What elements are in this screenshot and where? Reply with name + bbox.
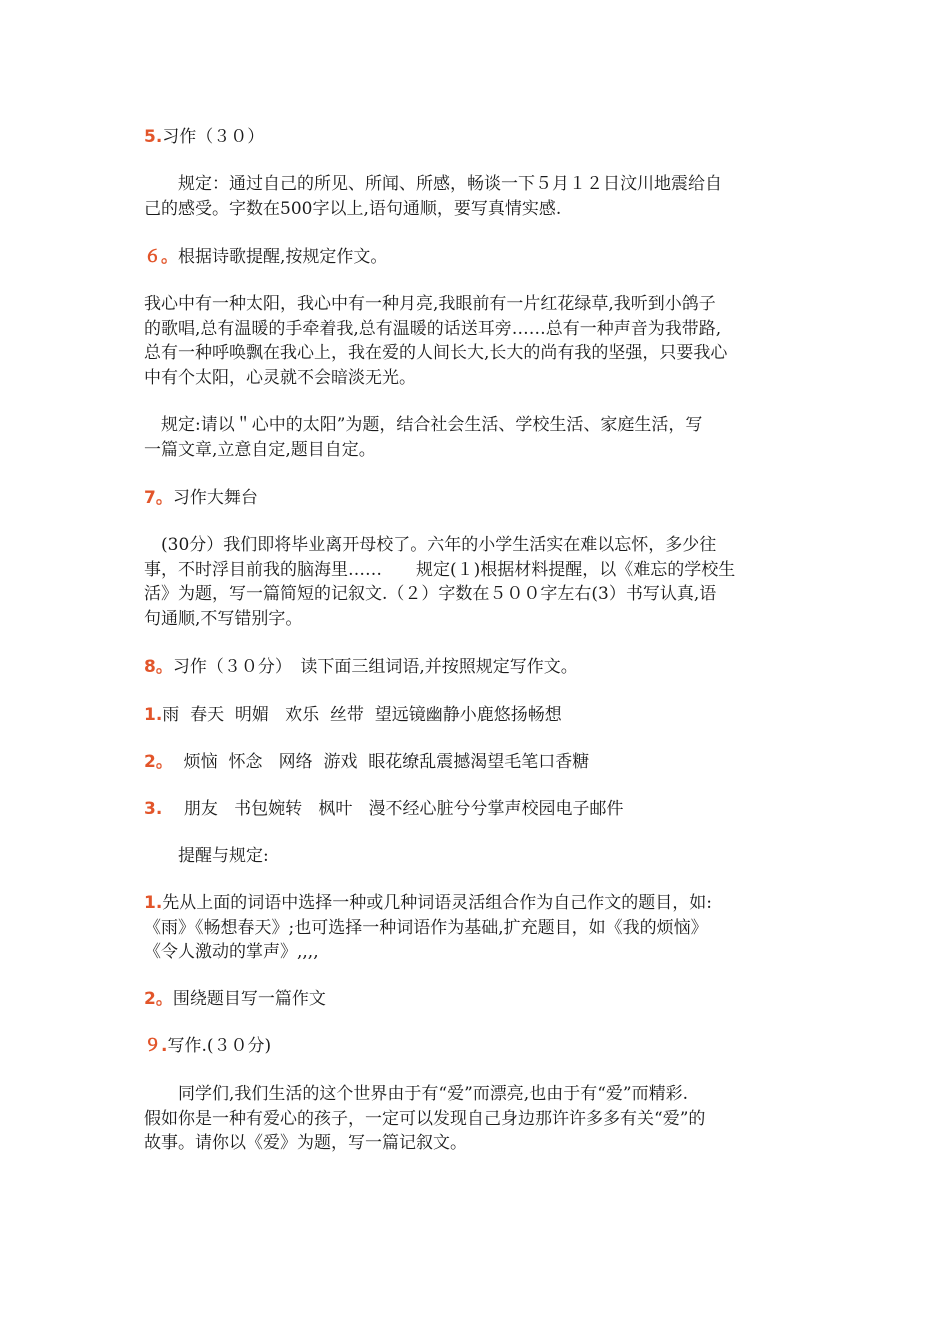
item-number: ６。 <box>144 247 178 267</box>
group-words: 朋友 书包婉转 枫叶 漫不经心脏兮兮掌声校园电子邮件 <box>162 799 624 819</box>
text-line: 活》为题，写一篇简短的记叙文.（２）字数在５００字左右(3）书写认真,语 <box>144 584 717 604</box>
text-line: (30分）我们即将毕业离开母校了。六年的小学生活实在难以忘怀，多少往 <box>144 535 717 555</box>
text-line <box>144 891 812 916</box>
item-5-body <box>144 172 812 221</box>
group-number: 1. <box>144 705 163 725</box>
text-line: 规定:请以＂心中的太阳”为题，结合社会生活、学校生活、家庭生活，写 <box>144 415 703 435</box>
heading-text: 习作大舞台 <box>172 488 258 508</box>
item-number: 8。 <box>144 657 173 677</box>
item-7-heading <box>144 486 812 511</box>
text-line: 总有一种呼唤飘在我心上，我在爱的人间长大,长大的尚有我的坚强，只要我心 <box>144 343 728 363</box>
item-5-heading <box>144 125 812 150</box>
tip-2 <box>144 987 812 1012</box>
tip-1 <box>144 891 812 965</box>
item-7-body <box>144 533 812 631</box>
item-9-body <box>144 1082 812 1156</box>
item-number: 5. <box>144 127 163 147</box>
item-6-rule <box>144 413 812 462</box>
word-group-3 <box>144 797 812 822</box>
text-line: 事，不时浮目前我的脑海里…… 规定(１)根据材料提醒，以《难忘的学校生 <box>144 559 736 580</box>
item-6-poem <box>144 292 812 390</box>
word-group-2 <box>144 750 812 775</box>
word-group-1 <box>144 703 812 728</box>
item-6-heading <box>144 245 812 270</box>
text-line: 中有个太阳，心灵就不会暗淡无光。 <box>144 367 416 388</box>
tip-number: 1. <box>144 893 163 913</box>
item-8-heading <box>144 655 812 680</box>
text-line: 规定：通过自己的所见、所闻、所感，畅谈一下５月１２日汶川地震给自 <box>144 174 722 194</box>
text-line: 的歌唱,总有温暖的手牵着我,总有温暖的话送耳旁……总有一种声音为我带路, <box>144 318 722 339</box>
tip-number: 2。 <box>144 989 173 1009</box>
text-line: 句通顺,不写错别字。 <box>144 608 303 629</box>
heading-text: 写作.(３０分) <box>167 1036 272 1056</box>
tip-text: 先从上面的词语中选择一种或几种词语灵活组合作为自己作文的题目，如: <box>162 893 713 913</box>
text-line: 己的感受。字数在500字以上,语句通顺，要写真情实感. <box>144 198 562 219</box>
text-line: 故事。请你以《爱》为题，写一篇记叙文。 <box>144 1133 467 1153</box>
item-number: ９. <box>144 1036 168 1056</box>
text-line: 同学们,我们生活的这个世界由于有“爱”而漂亮,也由于有“爱”而精彩. <box>144 1084 688 1104</box>
group-words: 雨 春天 明媚 欢乐 丝带 望远镜幽静小鹿悠扬畅想 <box>162 705 562 725</box>
group-words: 烦恼 怀念 网络 游戏 眼花缭乱震撼渴望毛笔口香糖 <box>172 752 590 772</box>
text-line: 我心中有一种太阳，我心中有一种月亮,我眼前有一片红花绿草,我听到小鸽子 <box>144 294 716 314</box>
group-number: 2。 <box>144 752 173 772</box>
tip-text: 围绕题目写一篇作文 <box>172 989 326 1009</box>
text-line: 《令人激动的掌声》,,,, <box>144 942 319 962</box>
item-9-heading <box>144 1034 812 1059</box>
heading-text: 根据诗歌提醒,按规定作文。 <box>178 247 388 267</box>
heading-text: 习作（３０） <box>162 127 265 147</box>
tips-title: 提醒与规定: <box>144 846 269 866</box>
text-line: 假如你是一种有爱心的孩子，一定可以发现自己身边那许许多多有关“爱”的 <box>144 1108 706 1129</box>
group-number: 3. <box>144 799 163 819</box>
heading-text: 习作（３０分） 读下面三组词语,并按照规定写作文。 <box>172 657 578 677</box>
text-line: 一篇文章,立意自定,题目自定。 <box>144 439 376 460</box>
text-line: 《雨》《畅想春天》;也可选择一种词语作为基础,扩充题目，如《我的烦恼》 <box>144 917 708 938</box>
item-number: 7。 <box>144 488 173 508</box>
